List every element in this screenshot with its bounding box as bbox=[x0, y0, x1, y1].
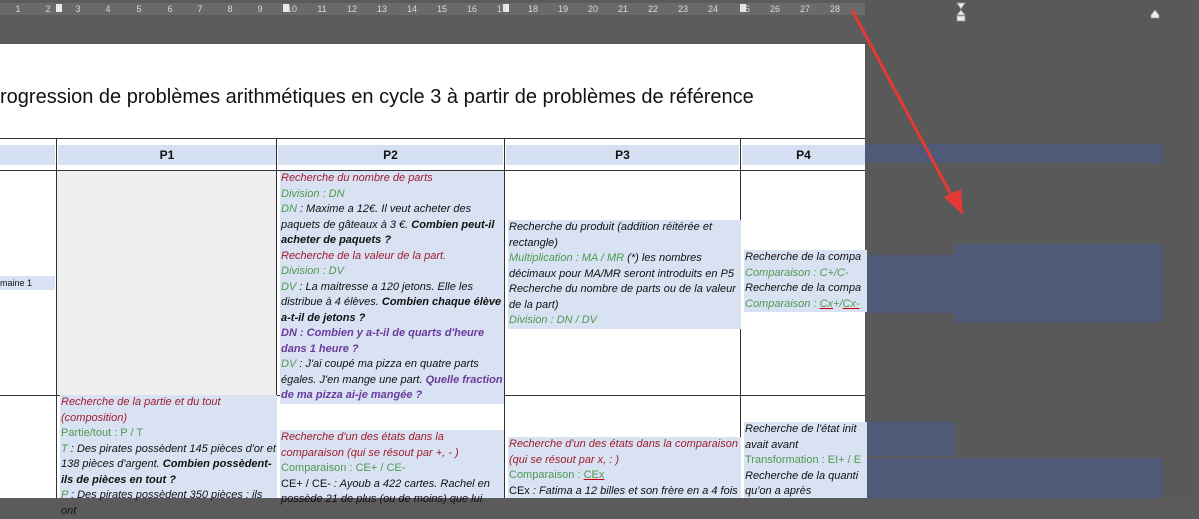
p3-r2-text: : Fatima a 12 billes et son frère en a 4 fois bbox=[529, 484, 738, 497]
p3-r2-code: CEx bbox=[509, 484, 530, 497]
table-header-p2: P2 bbox=[278, 145, 503, 165]
p4-r2-line: Recherche de la quanti bbox=[745, 469, 859, 482]
p4-r2-line: qu'on a après bbox=[745, 485, 812, 497]
p2-r1-line: Division : DV bbox=[281, 265, 344, 277]
ruler-label: 15 bbox=[436, 4, 448, 14]
ruler-label: 20 bbox=[587, 4, 599, 14]
p2-r1-question: Combien peut-il acheter de paquets ? bbox=[281, 218, 495, 246]
p4-r2-line: Recherche de l'état init bbox=[745, 423, 857, 435]
p3-r1-line: Recherche du nombre de parts ou de la valeur de la part) bbox=[509, 283, 736, 311]
p4-r1-line: Recherche de la compa bbox=[745, 282, 862, 294]
ruler-label: 3 bbox=[75, 4, 81, 14]
ruler-label: 11 bbox=[317, 4, 327, 14]
ruler-label: 5 bbox=[136, 4, 142, 14]
p1-r2-code: P bbox=[61, 489, 68, 501]
table-header-p3: P3 bbox=[506, 145, 739, 165]
p2-r1-code: DV bbox=[281, 358, 297, 370]
p1-r2-text: : Des pirates possèdent 350 pièces : ils ont bbox=[61, 489, 263, 517]
table-header-p4: P4 bbox=[742, 145, 865, 165]
ruler-label: 1 bbox=[15, 4, 21, 14]
p4-r2-line: Transformation : EI+ / E bbox=[745, 454, 862, 466]
ruler-label: 6 bbox=[167, 4, 173, 14]
ruler-label: 18 bbox=[527, 4, 539, 14]
row-label-semaine-1: maine 1 bbox=[0, 276, 55, 290]
p3-r2-line: Recherche d'un des états dans la comparaison (qui se résout par x, : ) bbox=[509, 438, 738, 466]
p2-r1-line: Recherche du nombre de parts bbox=[281, 172, 433, 184]
p4-r1-code: Cx bbox=[819, 297, 834, 310]
p4-r1-line: Comparaison : C+/C- bbox=[745, 266, 849, 279]
annotation-arrow-head bbox=[944, 189, 963, 215]
p2-r2-line: Comparaison : CE+ / CE- bbox=[281, 462, 406, 474]
p4-r1-code: Cx- bbox=[842, 297, 860, 310]
ruler-label: 24 bbox=[707, 4, 719, 14]
ruler-label: 12 bbox=[346, 4, 358, 14]
p3-r2-code: Comparaison : bbox=[509, 469, 584, 481]
p1-r2-line: Recherche de la partie et du tout (composition) bbox=[61, 396, 221, 424]
ruler-label: 7 bbox=[197, 4, 203, 14]
p2-r1-line: Recherche de la valeur de la part. bbox=[281, 249, 447, 262]
ruler-label: 8 bbox=[227, 4, 233, 14]
p3-r1-line: Division : DN / DV bbox=[509, 314, 598, 326]
p2-r1-text: : Maxime a 12€. Il veut acheter des paquets de gâteaux à 3 €. bbox=[281, 203, 472, 231]
p2-r2-code: CE+ / CE- bbox=[281, 477, 331, 490]
ruler-label: 9 bbox=[257, 4, 263, 14]
p2-r2-text: : Ayoub a 422 cartes. Rachel en bbox=[330, 477, 490, 490]
p2-r1-question: Combien chaque élève a-t-il de jetons ? bbox=[281, 296, 502, 324]
ruler-label: 19 bbox=[557, 4, 569, 14]
p1-r2-question: Combien possèdent-ils de pièces en tout ? bbox=[61, 458, 272, 486]
p2-r1-code: DV bbox=[281, 280, 297, 293]
p4-r1-line: Recherche de la compa bbox=[745, 251, 862, 263]
p2-r1-question: Quelle fraction de ma pizza ai-je mangée ? bbox=[281, 373, 503, 401]
p2-r1-line: Division : DN bbox=[281, 187, 345, 200]
p1-r2-code: T bbox=[61, 442, 68, 455]
ruler-label: 22 bbox=[647, 4, 659, 14]
p2-r1-line: DN : Combien y a-t-il de quarts d'heure dans 1 heure ? bbox=[281, 327, 485, 355]
p4-r1-code: +/ bbox=[833, 297, 843, 310]
p1-r2-line: Partie/tout : P / T bbox=[61, 427, 144, 439]
ruler-label: 13 bbox=[376, 4, 388, 14]
ruler-label: 27 bbox=[799, 4, 811, 14]
ruler-label: 2 bbox=[45, 4, 51, 14]
ruler-label: 4 bbox=[105, 4, 111, 14]
p3-r1-text: (*) les nombres décimaux pour MA/MR seront introduits en P5 bbox=[509, 252, 734, 280]
ruler-label: 23 bbox=[677, 4, 689, 14]
p4-r2-line: avait avant bbox=[745, 438, 799, 451]
ruler-label: 26 bbox=[769, 4, 781, 14]
document-title: rogression de problèmes arithmétiques en cycle 3 à partir de problèmes de référence bbox=[0, 86, 754, 108]
ruler-label: 16 bbox=[466, 4, 478, 14]
p3-r1-line: Recherche du produit (addition réitérée et rectangle) bbox=[509, 221, 713, 249]
ruler-label: 28 bbox=[829, 4, 841, 14]
ruler-label: 17 bbox=[496, 4, 508, 14]
p2-r2-line: possède 21 de plus (ou de moins) que lui bbox=[281, 493, 483, 505]
ruler-label: 21 bbox=[617, 4, 629, 14]
p2-r2-line: Recherche d'un des états dans la comparaison (qui se résout par +, - ) bbox=[281, 431, 459, 459]
ruler-label: 25 bbox=[739, 4, 751, 14]
p3-r2-code: CEx bbox=[583, 469, 605, 481]
p1-r2-text: : Des pirates possèdent 145 pièces d'or et 138 pièces d'argent. bbox=[61, 442, 276, 470]
table-header-p1: P1 bbox=[58, 145, 276, 165]
p2-r1-code: DN bbox=[281, 203, 297, 215]
p2-r1-text: : J'ai coupé ma pizza en quatre parts égales. J'en mange une part. bbox=[281, 358, 479, 386]
ruler-label: 14 bbox=[406, 4, 418, 14]
p2-r1-text: : La maitresse a 120 jetons. Elle les distribue à 4 élèves. bbox=[281, 280, 473, 308]
p3-r1-code: Multiplication : MA / MR bbox=[509, 252, 625, 264]
p4-r1-code: Comparaison : bbox=[745, 297, 820, 310]
ruler-label: 10 bbox=[286, 4, 298, 14]
annotation-arrow-shaft bbox=[852, 10, 955, 202]
